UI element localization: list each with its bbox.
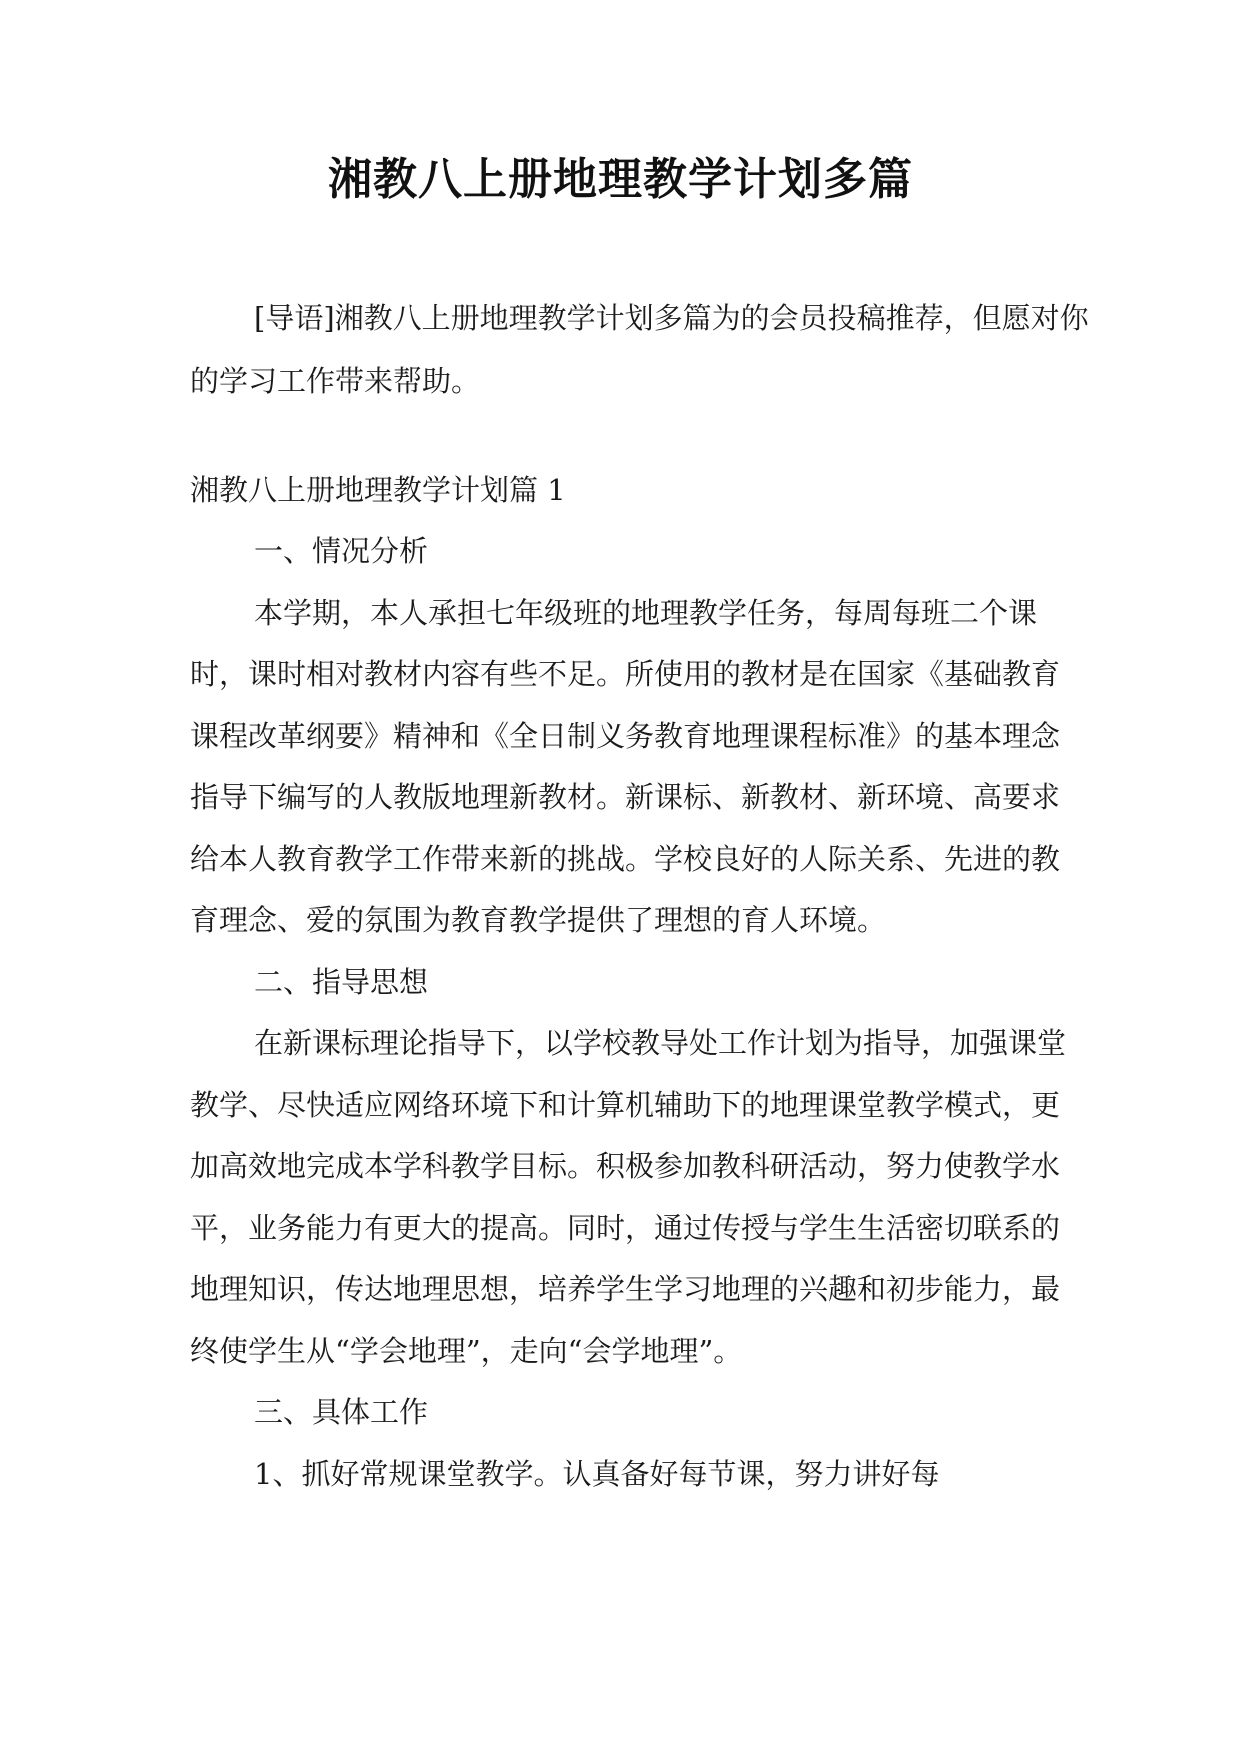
intro-paragraph: [导语]湘教八上册地理教学计划多篇为的会员投稿推荐，但愿对你的学习工作带来帮助。 <box>190 301 1089 398</box>
heading-situation-analysis: 一、情况分析 <box>254 534 429 568</box>
paragraph-specific-work-1: 1、抓好常规课堂教学。认真备好每节课，努力讲好每 <box>254 1456 940 1491</box>
document-title: 湘教八上册地理教学计划多篇 <box>328 154 913 205</box>
section-heading: 湘教八上册地理教学计划篇 1 <box>190 473 566 507</box>
heading-specific-work: 三、具体工作 <box>254 1395 429 1429</box>
paragraph-situation-analysis: 本学期，本人承担七年级班的地理教学任务，每周每班二个课时，课时相对教材内容有些不足。所使用的教材是在国家《基础教育课程改革纲要》精神和《全日制义务教育地理课程标准》的基本理念指导下编写的人教版地理新教材。新课标、新教材、新环境、高要求给本人教育教学工作带来新的挑战。学校良好的人际关系、先进的教育理念、爱的氛围为教育教学提供了理想的育人环境。 <box>190 595 1061 937</box>
paragraph-guiding-ideology: 在新课标理论指导下，以学校教导处工作计划为指导，加强课堂教学、尽快适应网络环境下和计算机辅助下的地理课堂教学模式，更加高效地完成本学科教学目标。积极参加教科研活动，努力使教学水平，业务能力有更大的提高。同时，通过传授与学生生活密切联系的地理知识，传达地理思想，培养学生学习地理的兴趣和初步能力，最终使学生从“学会地理”，走向“会学地理”。 <box>190 1026 1067 1368</box>
heading-guiding-ideology: 二、指导思想 <box>254 964 429 999</box>
document-body <box>190 521 1070 1505</box>
